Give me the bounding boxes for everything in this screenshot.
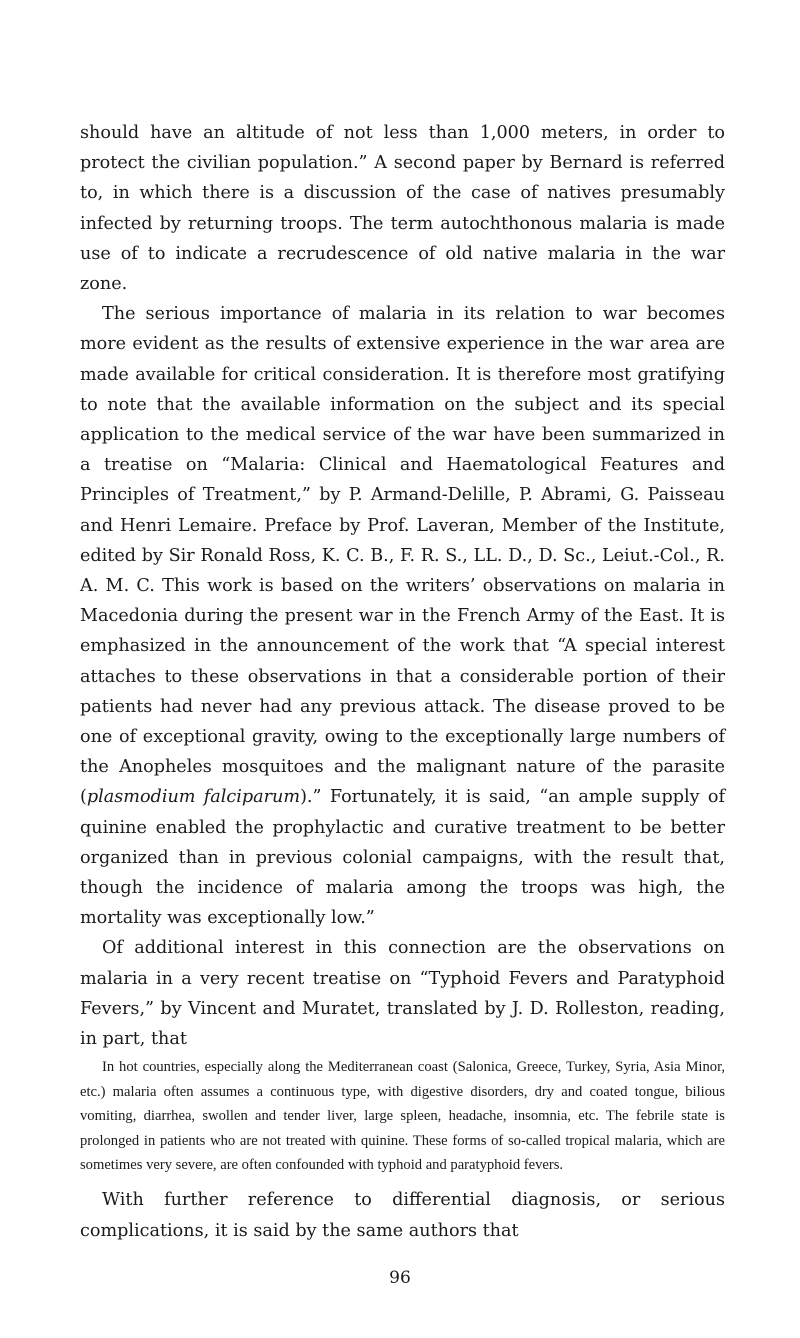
paragraph-typhoid-fevers: Of additional interest in this connection are the observations on malaria in a very recent treatise on “Typhoid Fevers and Paratyphoid Fevers,” by Vincent and Muratet, translated by J. D. Rolleston, reading, in part, that	[80, 938, 725, 1050]
block-quote: In hot countries, especially along the Mediterranean coast (Salonica, Greece, Turkey, Syria, Asia Minor, etc.) malaria often assumes a continuous type, with digestive disorders, dry and coated tongue, bilious vomiting, diarrhea, swollen and tender liver, large spleen, headache, insomnia, etc. The febrile state is prolonged in patients who are not treated with quinine. These forms of so-called tropical malaria, which are sometimes very severe, are often confounded with typhoid and paratyphoid fevers.	[80, 1059, 725, 1173]
page-body	[80, 118, 725, 1246]
page-number: 96	[389, 1268, 411, 1288]
paragraph-malaria-treatise: The serious importance of malaria in its relation to war becomes more evident as the results of extensive experience in the war area are made available for critical consideration. It is therefore most gratifying to note that the available information on the subject and its special application to the medical service of the war have been summarized in a treatise on “Malaria: Clinical and Haematological Features and Principles of Treatment,” by P. Armand-Delille, P. Abrami, G. Paisseau and Henri Lemaire. Preface by Prof. Laveran, Member of the Institute, edited by Sir Ronald Ross, K. C. B., F. R. S., LL. D., D. Sc., Leiut.-Col., R. A. M. C. This work is based on the writers’ observations on malaria in Macedonia during the present war in the French Army of the East. It is emphasized in the announcement of the work that “A special interest attaches to these observations in that a considerable portion of their patients had never had any previous attack. The disease proved to be one of exceptional gravity, owing to the exceptionally large numbers of the Anopheles mosquitoes and the malignant nature of the parasite (plasmodium falciparum).” Fortunately, it is said, “an ample supply of quinine enabled the prophylactic and curative treatment to be better organized than in previous colonial campaigns, with the result that, though the incidence of malaria among the troops was high, the mortality was exceptionally low.”	[80, 304, 725, 929]
paragraph-differential-diagnosis: With further reference to differential diagnosis, or serious complications, it is said by the same authors that	[80, 1190, 725, 1241]
species-name: plasmodium falciparum	[86, 787, 301, 808]
paragraph-altitude: should have an altitude of not less than 1,000 meters, in order to protect the civilian population.” A second paper by Bernard is referred to, in which there is a discussion of the case of natives presumably infected by returning troops. The term autochthonous malaria is made use of to indicate a recrudescence of old native malaria in the war zone.	[80, 123, 725, 295]
